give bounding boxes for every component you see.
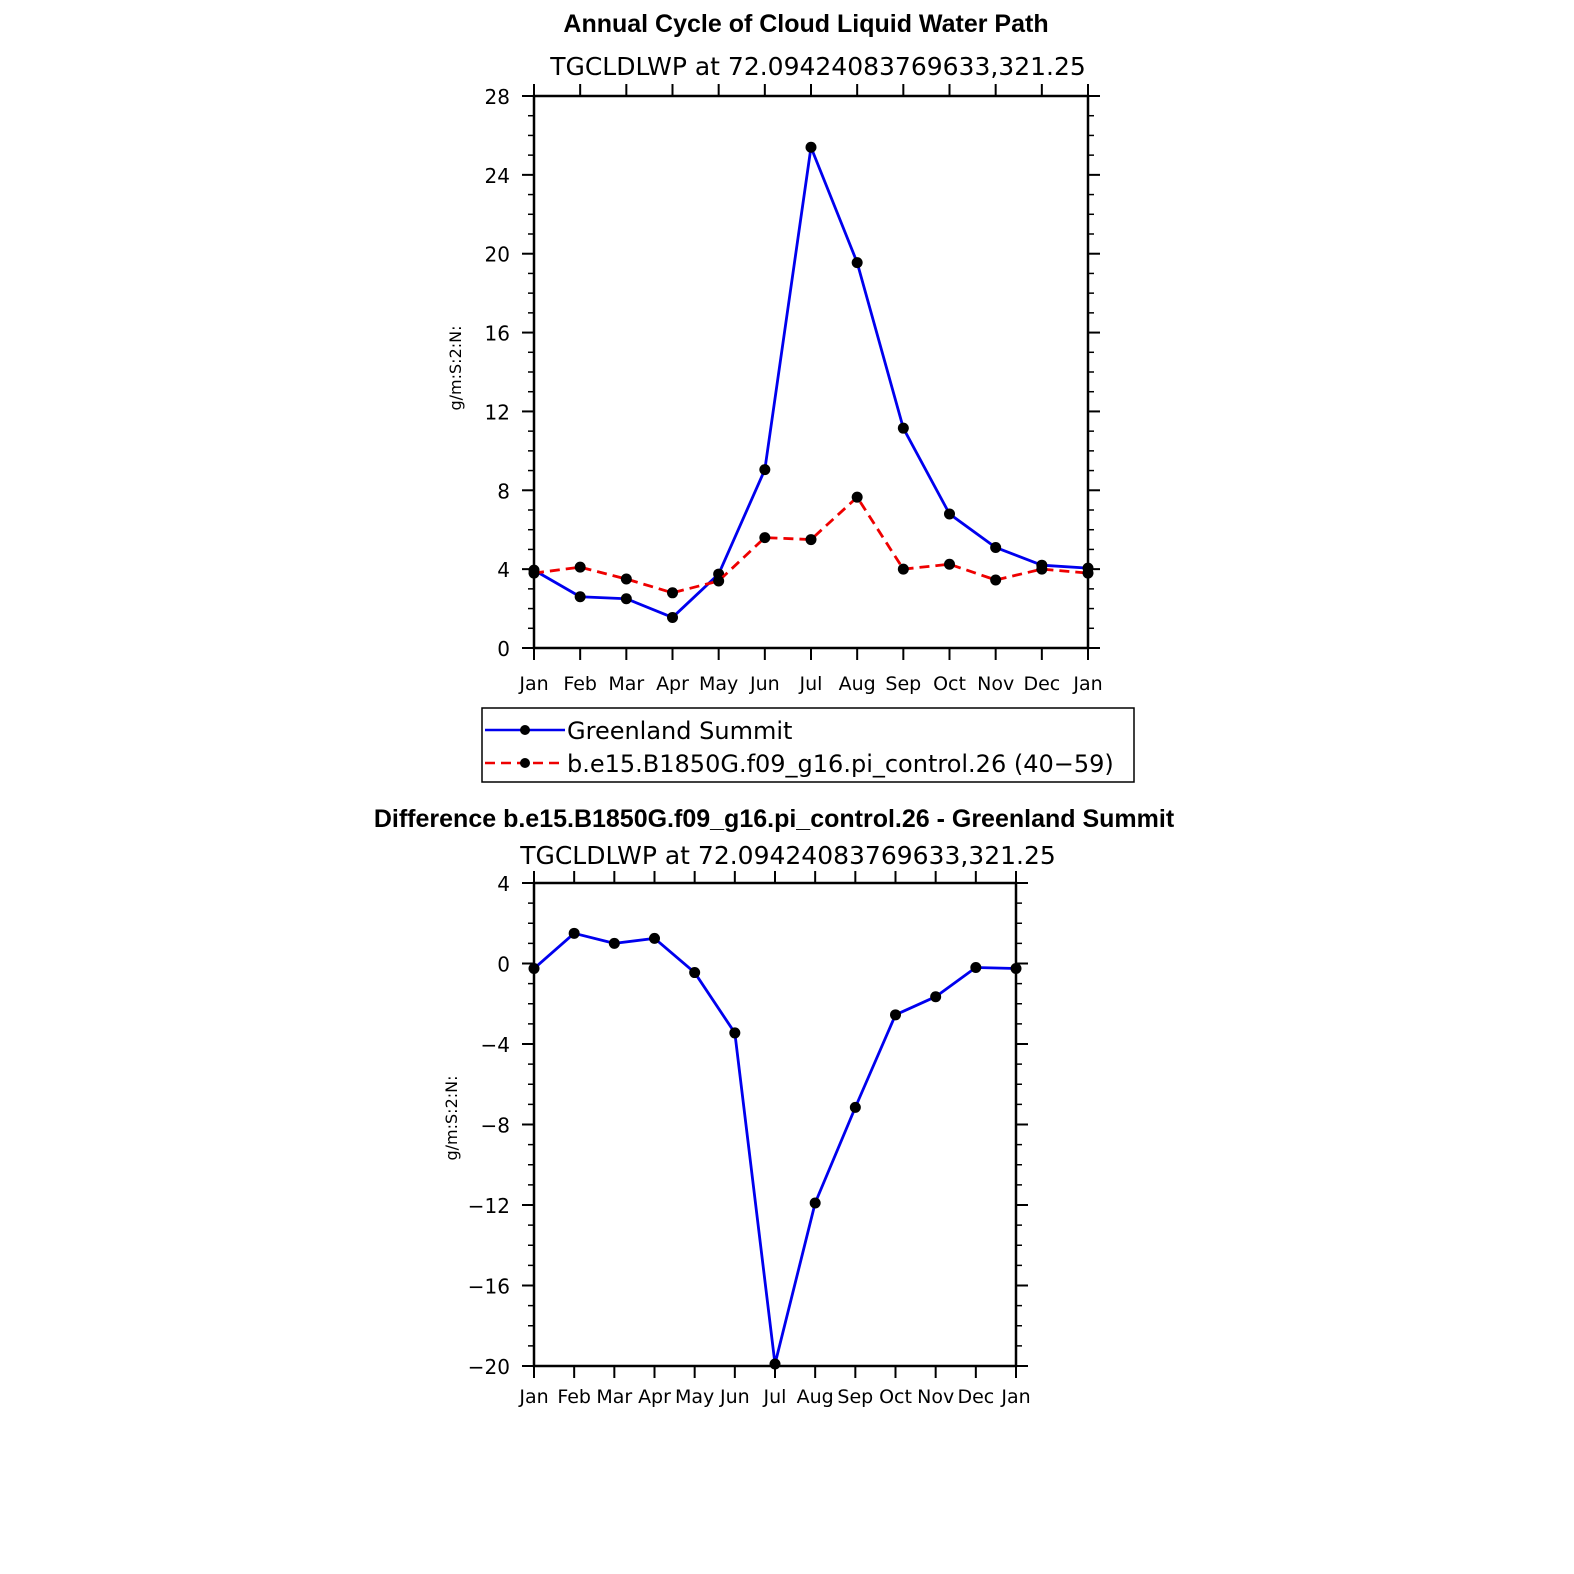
data-point-series-1 bbox=[810, 1197, 821, 1208]
x-tick-label: Jan bbox=[519, 673, 549, 695]
data-point-series-1 bbox=[667, 612, 678, 623]
data-point-series-2 bbox=[806, 534, 817, 545]
y-tick-label: 24 bbox=[484, 163, 510, 188]
chart2-subtitle: TGCLDLWP at 72.09424083769633,321.25 bbox=[520, 841, 1056, 870]
y-tick-label: 20 bbox=[484, 242, 510, 267]
x-tick-label: Mar bbox=[596, 1386, 633, 1408]
data-point-series-2 bbox=[529, 568, 540, 579]
series-line-1 bbox=[534, 147, 1088, 617]
data-point-series-1 bbox=[852, 257, 863, 268]
data-point-series-1 bbox=[970, 962, 981, 973]
y-tick-label: 4 bbox=[497, 872, 510, 896]
data-point-series-2 bbox=[713, 575, 724, 586]
data-point-series-1 bbox=[729, 1027, 740, 1038]
data-point-series-1 bbox=[806, 142, 817, 153]
chart1-series bbox=[529, 142, 1094, 623]
x-tick-label: Apr bbox=[656, 673, 689, 695]
x-tick-label: Nov bbox=[917, 1386, 955, 1408]
x-tick-label: Nov bbox=[977, 673, 1015, 695]
x-tick-label: May bbox=[675, 1386, 715, 1408]
legend-label-series-2: b.e15.B1850G.f09_g16.pi_control.26 (40−59) bbox=[567, 750, 1114, 778]
data-point-series-2 bbox=[667, 587, 678, 598]
y-tick-label: 0 bbox=[497, 952, 510, 977]
x-tick-label: Feb bbox=[563, 673, 597, 695]
y-tick-label: 28 bbox=[484, 85, 510, 109]
data-point-series-1 bbox=[1011, 963, 1022, 974]
data-point-series-2 bbox=[944, 559, 955, 570]
x-tick-label: Sep bbox=[837, 1386, 874, 1408]
x-tick-label: Oct bbox=[879, 1386, 912, 1408]
y-tick-label: 16 bbox=[484, 321, 510, 346]
x-tick-label: Jan bbox=[1073, 673, 1103, 695]
x-tick-label: Feb bbox=[557, 1386, 591, 1408]
chart1-axes bbox=[485, 84, 1103, 695]
data-point-series-1 bbox=[529, 963, 540, 974]
data-point-series-1 bbox=[649, 933, 660, 944]
data-point-series-1 bbox=[770, 1358, 781, 1369]
y-tick-label: −16 bbox=[467, 1274, 510, 1299]
difference-chart bbox=[374, 805, 1175, 1408]
y-tick-label: −8 bbox=[480, 1113, 510, 1138]
data-point-series-1 bbox=[689, 967, 700, 978]
y-tick-label: 12 bbox=[484, 400, 510, 425]
x-tick-label: Dec bbox=[1023, 673, 1061, 695]
x-tick-label: Jun bbox=[719, 1386, 750, 1408]
x-tick-label: Dec bbox=[957, 1386, 995, 1408]
x-tick-label: Mar bbox=[608, 673, 645, 695]
x-tick-label: Jul bbox=[763, 1386, 787, 1408]
x-tick-label: Aug bbox=[796, 1386, 834, 1408]
data-point-series-1 bbox=[621, 593, 632, 604]
y-tick-label: −20 bbox=[467, 1355, 510, 1379]
data-point-series-2 bbox=[621, 574, 632, 585]
x-tick-label: Jan bbox=[519, 1386, 549, 1408]
data-point-series-1 bbox=[575, 591, 586, 602]
x-tick-label: Apr bbox=[638, 1386, 671, 1408]
data-point-series-2 bbox=[575, 562, 586, 573]
x-tick-label: Sep bbox=[885, 673, 922, 695]
data-point-series-2 bbox=[1083, 568, 1094, 579]
data-point-series-2 bbox=[990, 574, 1001, 585]
chart2-title: Difference b.e15.B1850G.f09_g16.pi_control.26 - Greenland Summit bbox=[373, 805, 1175, 833]
series-line-1 bbox=[534, 933, 1016, 1364]
x-tick-label: Jun bbox=[749, 673, 780, 695]
y-tick-label: 4 bbox=[497, 558, 510, 583]
x-tick-label: Oct bbox=[933, 673, 966, 695]
plot-frame bbox=[534, 96, 1088, 648]
data-point-series-2 bbox=[898, 564, 909, 575]
x-tick-label: May bbox=[699, 673, 739, 695]
data-point-series-1 bbox=[609, 938, 620, 949]
chart2-series bbox=[529, 928, 1022, 1370]
x-tick-label: Jul bbox=[799, 673, 823, 695]
chart1-y-axis-label: g/m:S:2:N: bbox=[446, 325, 465, 411]
data-point-series-1 bbox=[850, 1102, 861, 1113]
y-tick-label: −12 bbox=[467, 1194, 510, 1218]
chart1-title: Annual Cycle of Cloud Liquid Water Path bbox=[563, 10, 1049, 38]
data-point-series-2 bbox=[852, 492, 863, 503]
y-tick-label: 8 bbox=[497, 479, 510, 504]
legend-label-series-1: Greenland Summit bbox=[567, 717, 793, 745]
chart2-y-axis-label: g/m:S:2:N: bbox=[442, 1075, 461, 1161]
annual-cycle-chart bbox=[446, 10, 1134, 782]
data-point-series-1 bbox=[569, 928, 580, 939]
data-point-series-2 bbox=[1036, 564, 1047, 575]
data-point-series-1 bbox=[890, 1009, 901, 1020]
chart1-legend bbox=[482, 708, 1134, 782]
y-tick-label: −4 bbox=[480, 1033, 510, 1057]
data-point-series-2 bbox=[759, 532, 770, 543]
y-tick-label: 0 bbox=[497, 637, 510, 661]
legend-marker-series-1 bbox=[520, 725, 530, 735]
data-point-series-1 bbox=[990, 542, 1001, 553]
legend-marker-series-2 bbox=[520, 758, 530, 768]
data-point-series-1 bbox=[898, 423, 909, 434]
data-point-series-1 bbox=[944, 508, 955, 519]
x-tick-label: Aug bbox=[838, 673, 876, 695]
plot-frame bbox=[534, 883, 1016, 1366]
x-tick-label: Jan bbox=[1001, 1386, 1031, 1408]
data-point-series-1 bbox=[759, 464, 770, 475]
data-point-series-1 bbox=[930, 991, 941, 1002]
chart1-subtitle: TGCLDLWP at 72.09424083769633,321.25 bbox=[550, 52, 1086, 81]
